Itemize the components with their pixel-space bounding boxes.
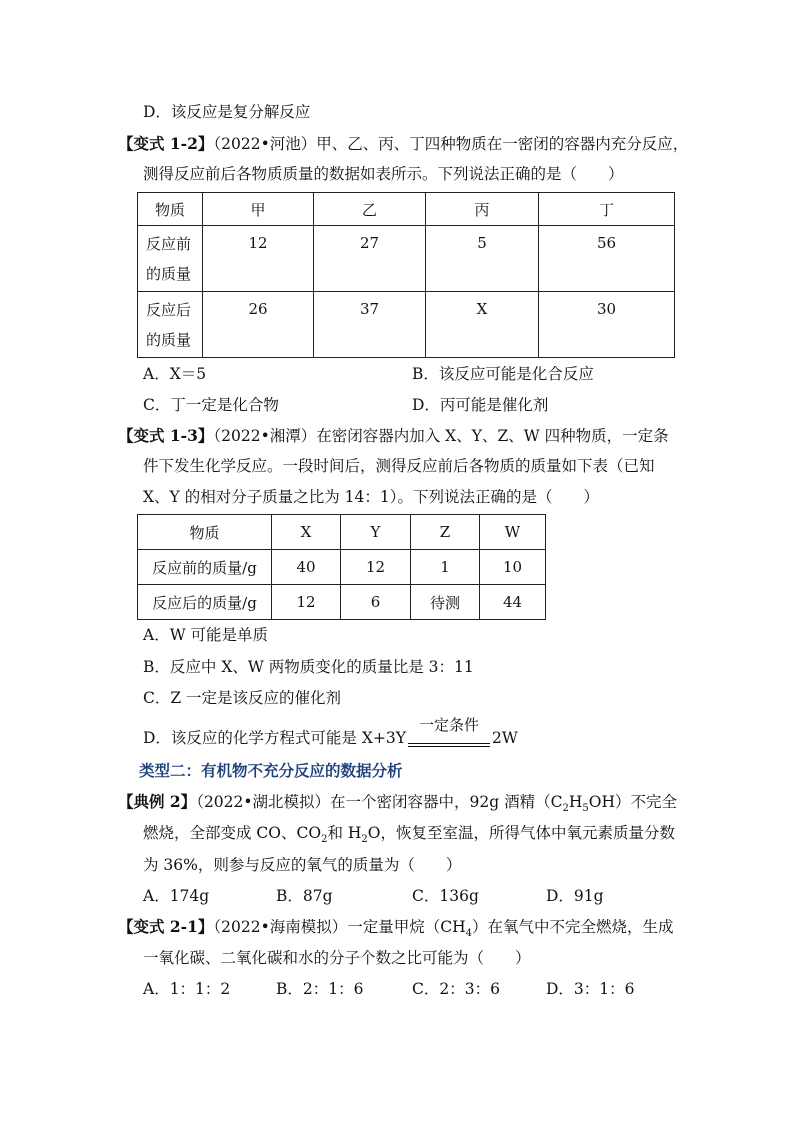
option-c: C．2：3：6: [412, 980, 500, 998]
question-2-1-line1: [118, 917, 674, 940]
table-cell: 27: [314, 226, 426, 292]
question-text: （2022•河池）甲、乙、丙、丁四种物质在一密闭的容器内充分反应，: [213, 135, 689, 153]
example-2-line2: [143, 823, 675, 846]
subscript: 5: [582, 803, 589, 814]
question-1-2-line2: 测得反应前后各物质质量的数据如表所示。下列说法正确的是（ ）: [143, 165, 624, 183]
table-header-cell: W: [480, 515, 546, 550]
row-label: 反应前的质量/g: [138, 550, 272, 585]
row-label-line: 的质量: [146, 264, 192, 283]
table-header-cell: X: [272, 515, 341, 550]
table-header-cell: 乙: [314, 193, 426, 226]
option-d: D．丙可能是催化剂: [412, 396, 549, 414]
text: （2022•海南模拟）一定量甲烷（CH: [213, 918, 466, 936]
text: 燃烧，全部变成 CO、CO: [143, 824, 322, 842]
table-header-cell: Y: [341, 515, 411, 550]
row-label-line: 反应后: [146, 300, 192, 319]
subscript: 2: [321, 834, 328, 845]
table-cell: 26: [203, 292, 314, 358]
table-cell: 30: [539, 292, 675, 358]
row-label-line: 的质量: [146, 330, 192, 349]
option-b: B．2：1：6: [276, 980, 364, 998]
question-tag: 【变式 2-1】: [118, 917, 214, 936]
example-2-line1: [118, 792, 677, 815]
option-d: [143, 716, 518, 748]
equals-bar-top: [408, 743, 490, 744]
table-header-cell: 物质: [138, 193, 203, 226]
option-c: C．Z 一定是该反应的催化剂: [143, 689, 342, 707]
option-c: C．136g: [412, 887, 479, 905]
row-label-line: 反应前: [146, 234, 192, 253]
table-cell: 1: [411, 550, 480, 585]
option-b: B．该反应可能是化合反应: [412, 365, 594, 383]
reaction-condition: 一定条件: [418, 716, 479, 734]
question-1-3-line1: [118, 426, 669, 446]
data-table-1-2: [137, 192, 675, 358]
option-a: A．X＝5: [143, 365, 207, 383]
table-cell: 37: [314, 292, 426, 358]
table-header-cell: 甲: [203, 193, 314, 226]
equation-left: D．该反应的化学方程式可能是 X+3Y: [143, 729, 406, 747]
table-header-cell: 丙: [426, 193, 539, 226]
table-cell: 56: [539, 226, 675, 292]
reaction-condition-arrow: [406, 716, 492, 748]
table-cell: 40: [272, 550, 341, 585]
question-1-3-line3: X、Y 的相对分子质量之比为 14：1）。下列说法正确的是（ ）: [143, 488, 599, 506]
option-b: B．反应中 X、W 两物质变化的质量比是 3：11: [143, 658, 474, 676]
equation-right: 2W: [491, 729, 518, 747]
subscript: 2: [562, 803, 569, 814]
row-label: 反应后的质量/g: [138, 585, 272, 620]
subscript: 4: [465, 928, 472, 939]
table-cell: 12: [341, 550, 411, 585]
section-title: 类型二：有机物不充分反应的数据分析: [139, 761, 403, 780]
row-label: [138, 226, 203, 292]
table-cell: 44: [480, 585, 546, 620]
text: （2022•湖北模拟）在一个密闭容器中，92g 酒精（C: [196, 793, 563, 811]
question-1-3-line2: 件下发生化学反应。一段时间后，测得反应前后各物质的质量如下表（已知: [143, 457, 655, 475]
option-c: C．丁一定是化合物: [143, 396, 279, 414]
option-a: A．1：1：2: [143, 980, 231, 998]
question-tag: 【变式 1-2】: [118, 134, 214, 153]
equals-bar-bottom: [408, 746, 490, 747]
table-cell: 12: [203, 226, 314, 292]
option-b: B．87g: [276, 887, 333, 905]
table-header-cell: 丁: [539, 193, 675, 226]
table-cell: X: [426, 292, 539, 358]
table-cell: 12: [272, 585, 341, 620]
table-cell: 待测: [411, 585, 480, 620]
question-text: （2022•湘潭）在密闭容器内加入 X、Y、Z、W 四种物质，一定条: [213, 427, 669, 445]
question-2-1-line2: 一氧化碳、二氧化碳和水的分子个数之比可能为（ ）: [143, 949, 531, 967]
option-d: D．3：1：6: [546, 980, 635, 998]
row-label: [138, 292, 203, 358]
text: OH）不完全: [588, 793, 677, 811]
table-cell: 5: [426, 226, 539, 292]
option-a: A．174g: [143, 887, 210, 905]
option-d: D．该反应是复分解反应: [143, 103, 311, 121]
table-header-cell: Z: [411, 515, 480, 550]
table-cell: 6: [341, 585, 411, 620]
example-2-line3: 为 36%，则参与反应的氧气的质量为（ ）: [143, 856, 462, 874]
text: ）在氧气中不完全燃烧，生成: [472, 918, 674, 936]
subscript: 2: [361, 834, 368, 845]
table-cell: 10: [480, 550, 546, 585]
question-tag: 【变式 1-3】: [118, 426, 214, 445]
option-a: A．W 可能是单质: [143, 626, 269, 644]
text: H: [568, 793, 583, 811]
option-d: D．91g: [546, 887, 604, 905]
text: O，恢复至室温，所得气体中氧元素质量分数: [367, 824, 675, 842]
table-header-cell: 物质: [138, 515, 272, 550]
text: 和 H: [327, 824, 362, 842]
data-table-1-3: [137, 514, 546, 620]
question-1-2-line1: [118, 134, 688, 154]
question-tag: 【典例 2】: [118, 792, 197, 811]
